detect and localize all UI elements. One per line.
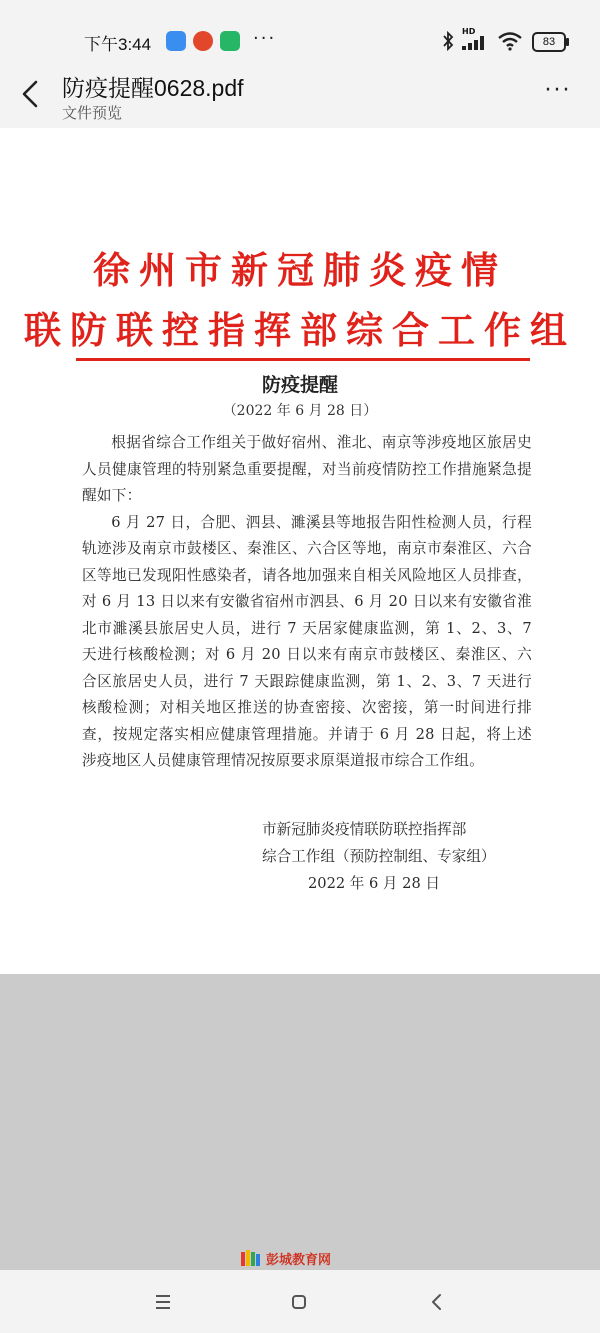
back-button[interactable]: [14, 74, 50, 114]
document-title: 防疫提醒: [261, 374, 338, 396]
pdf-page[interactable]: [0, 128, 600, 974]
hd-label: HD: [462, 27, 476, 36]
paragraph-1: 根据省综合工作组关于做好宿州、淮北、南京等涉疫地区旅居史人员健康管理的特别紧急重要提醒，对当前疫情防控工作措施紧急提醒如下：: [82, 434, 532, 504]
file-title: 防疫提醒0628.pdf: [62, 75, 244, 101]
red-divider: [76, 358, 530, 361]
nav-menu-button[interactable]: [143, 1282, 183, 1322]
viewer-background: [0, 974, 600, 1270]
app-header: [0, 60, 600, 128]
document-heading-line2: 联防联控指挥部综合工作组: [24, 308, 576, 352]
chevron-left-icon: [14, 74, 50, 114]
signature-line2: 综合工作组（预防控制组、专家组）: [262, 848, 496, 865]
nav-back-button[interactable]: [417, 1282, 457, 1322]
signature-date: 2022 年 6 月 28 日: [308, 875, 440, 892]
wifi-icon: [497, 31, 523, 51]
bluetooth-icon: [442, 31, 454, 51]
signal-icon: [462, 36, 490, 50]
app-blue-icon: [166, 31, 186, 51]
document-date: （2022 年 6 月 28 日）: [222, 403, 378, 419]
document-body: [82, 430, 532, 775]
paragraph-2: 6 月 27 日，合肥、泗县、濉溪县等地报告阳性检测人员，行程轨迹涉及南京市鼓楼区、秦淮区、六合区等地，南京市秦淮区、六合区等地已发现阳性感染者，请各地加强来自相关风险地区人员排查，对 6 月 13 日以来有安徽省宿州市泗县、6 月 20 日以来有安徽省淮北市濉溪县旅居史人员，进行 7 天居家健康监测，第 1、2、3、7 天进行核酸检测；对 6 月 20 日以来有南京市鼓楼区、秦淮区、六合区旅居史人员，进行 7 天跟踪健康监测，第 1、2、3、7 天进行核酸检测；对相关地区推送的协查密接、次密接，第一时间进行排查，按规定落实相应健康管理措施。并请于 6 月 28 日起，将上述涉疫地区人员健康管理情况按原要求原渠道报市综合工作组。: [82, 513, 532, 769]
app-red-icon: [193, 31, 213, 51]
menu-icon: [143, 1282, 183, 1322]
nav-back-icon: [417, 1282, 457, 1322]
book-logo-icon: [240, 1248, 262, 1268]
battery-icon: 83: [532, 32, 566, 52]
app-green-icon: [220, 31, 240, 51]
status-time: 下午3:44: [84, 35, 152, 54]
nav-home-button[interactable]: [279, 1282, 319, 1322]
signature-line1: 市新冠肺炎疫情联防联控指挥部: [262, 821, 467, 838]
watermark-text: 彭城教育网: [266, 1253, 332, 1268]
system-nav-bar: [0, 1270, 600, 1333]
status-bar: [0, 0, 600, 60]
home-square-icon: [279, 1282, 319, 1322]
status-more-icon: ···: [253, 28, 277, 49]
file-subtitle: 文件预览: [62, 104, 123, 122]
more-options-button[interactable]: ···: [544, 78, 572, 103]
document-heading-line1: 徐州市新冠肺炎疫情: [93, 248, 507, 292]
